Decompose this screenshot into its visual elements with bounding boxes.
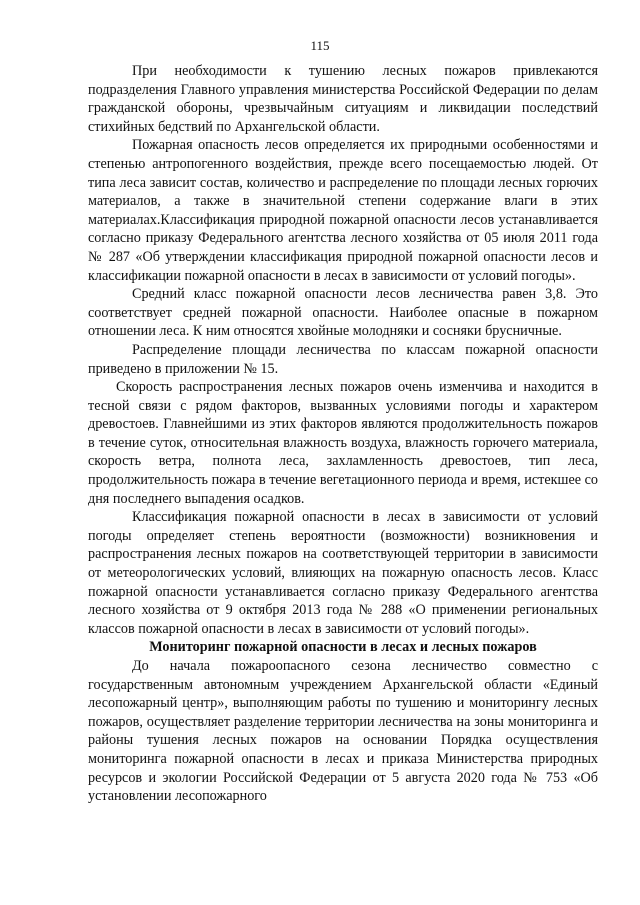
paragraph-area-distribution: Распределение площади лесничества по классам пожарной опасности приведено в приложении № 15. [88, 341, 598, 377]
paragraph-fire-danger-classification: Пожарная опасность лесов определяется их природными особенностями и степенью антропогенного воздействия, прежде всего посещаемостью людей. От типа леса зависит состав, количество и распределение по площади лесных горючих материалов, а также в значительной степени содержание влаги в этих материалах.Классификация природной пожарной опасности лесов устанавливается согласно приказу Федерального агентства лесного хозяйства от 05 июля 2011 года № 287 «Об утверждении классификация природной пожарной опасности лесов и классификации пожарной опасности в лесах в зависимости от условий погоды». [88, 137, 598, 284]
section-heading: Мониторинг пожарной опасности в лесах и лесных пожаров [149, 639, 537, 656]
paragraph-emergency-ministry: При необходимости к тушению лесных пожаров привлекаются подразделения Главного управления министерства Российской Федерации по делам гражданской обороны, чрезвычайным ситуациям и ликвидации последствий стихийных бедствий по Архангельской области. [88, 63, 598, 135]
paragraph-average-fire-class: Средний класс пожарной опасности лесов лесничества равен 3,8. Это соответствует средней пожарной опасности. Наиболее опасные в пожарном отношении леса. К ним относятся хвойные молодняки и сосняки брусничные. [88, 286, 598, 340]
paragraph-fire-spread-speed: Скорость распространения лесных пожаров очень изменчива и находится в тесной связи с рядом факторов, вызванных условиями погоды и характером древостоев. Главнейшими из этих факторов являются продолжительность пожаров в течение суток, относительная влажность воздуха, влажность горючего материала, скорость ветра, полнота леса, захламленность древостоев, тип леса, продолжительность пожара в течение вегетационного периода и время, истекшее со дня последнего выпадения осадков. [88, 379, 598, 507]
paragraph-weather-classification: Классификация пожарной опасности в лесах в зависимости от условий погоды определяет степень вероятности (возможности) возникновения и распространения лесных пожаров на соответствующей территории в зависимости от метеорологических условий, влияющих на пожарную опасность лесов. Класс пожарной опасности устанавливается согласно приказу Федерального агентства лесного хозяйства от 9 октября 2013 года № 288 «О применении региональных классов пожарной опасности в лесах в зависимости от условий погоды». [88, 509, 598, 637]
paragraph-monitoring: До начала пожароопасного сезона лесничество совместно с государственным автономным учреждением Архангельской области «Единый лесопожарный центр», выполняющим работы по тушению и мониторингу лесных пожаров, осуществляет разделение территории лесничества на зоны мониторинга и районы тушения лесных пожаров на основании Порядка осуществления мониторинга пожарной опасности в лесах и приказа Министерства природных ресурсов и экологии Российской Федерации от 5 августа 2020 года № 753 «Об установлении лесопожарного [88, 658, 598, 805]
document-body [88, 62, 598, 806]
page-number: 115 [310, 38, 330, 53]
